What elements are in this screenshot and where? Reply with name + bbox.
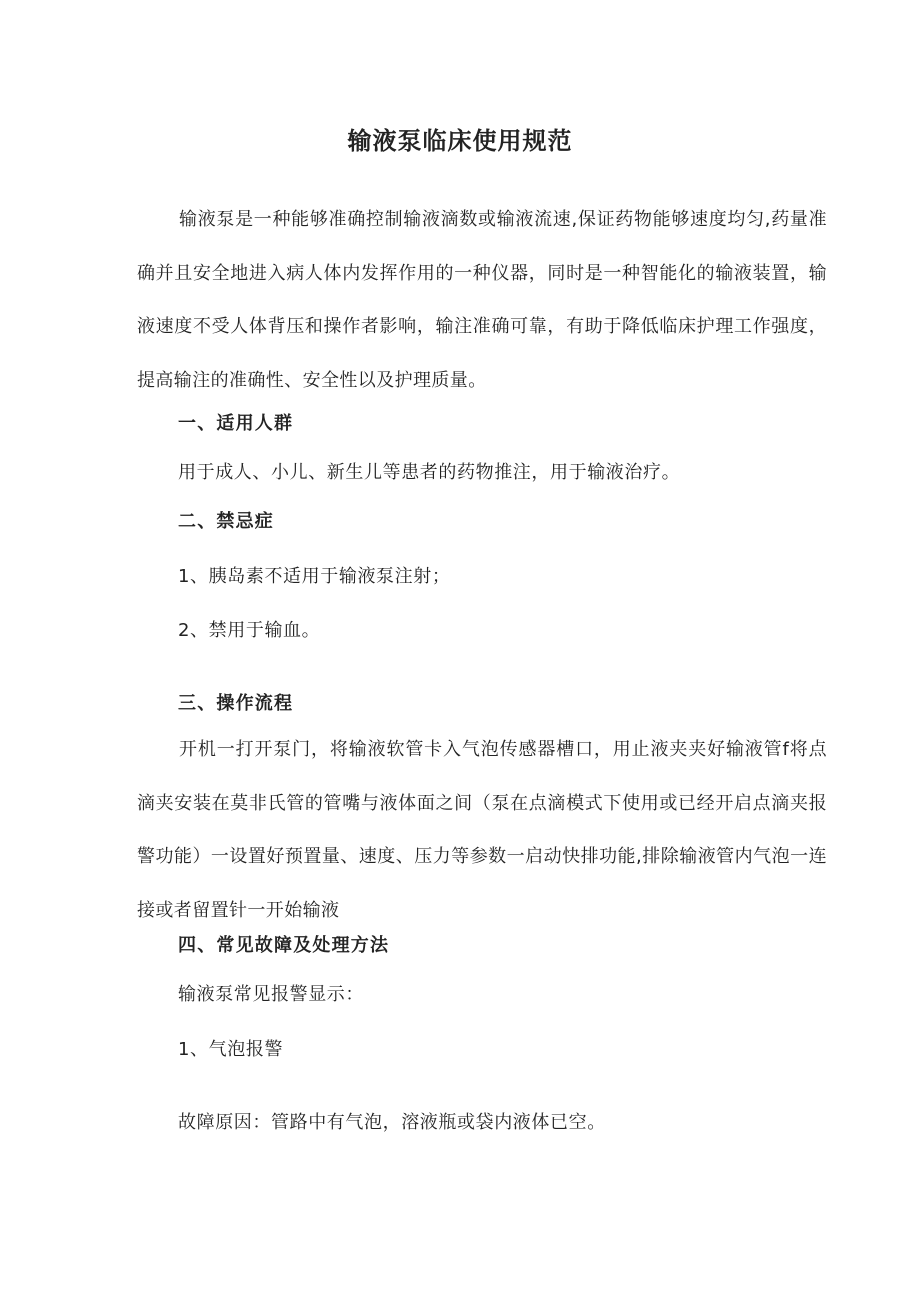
contraindication-item: 1、胰岛素不适用于输液泵注射； (178, 566, 451, 587)
fault-item-bubble-alarm: 1、气泡报警 (178, 1039, 284, 1060)
applicable-text: 用于成人、小儿、新生儿等患者的药物推注，用于输液治疗。 (178, 462, 681, 483)
contraindication-item: 2、禁用于输血。 (178, 620, 321, 641)
section-heading-procedure: 三、操作流程 (178, 693, 294, 714)
section-heading-applicable: 一、适用人群 (178, 413, 294, 434)
intro-paragraph: 输液泵是一种能够准确控制输液滴数或输液流速,保证药物能够速度均匀,药量准确并且安全地进入病人体内发挥作用的一种仪器，同时是一种智能化的输液装置，输液速度不受人体背压和操作者影响，输注准确可靠，有助于降低临床护理工作强度，提高输注的准确性、安全性以及护理质量。 (137, 209, 827, 391)
section-heading-contraindications: 二、禁忌症 (178, 511, 274, 532)
section-heading-faults: 四、常见故障及处理方法 (178, 935, 390, 956)
faults-intro: 输液泵常见报警显示： (178, 984, 364, 1005)
procedure-paragraph: 开机一打开泵门，将输液软管卡入气泡传感器槽口，用止液夹夹好输液管f将点滴夹安装在莫非氏管的管嘴与液体面之间（泵在点滴模式下使用或已经开启点滴夹报警功能）一设置好预置量、速度、压力等参数一启动快排功能,排除输液管内气泡一连接或者留置针一开始输液 (137, 739, 827, 921)
fault-cause-text: 故障原因：管路中有气泡，溶液瓶或袋内液体已空。 (178, 1112, 606, 1133)
page-title: 输液泵临床使用规范 (347, 127, 573, 155)
